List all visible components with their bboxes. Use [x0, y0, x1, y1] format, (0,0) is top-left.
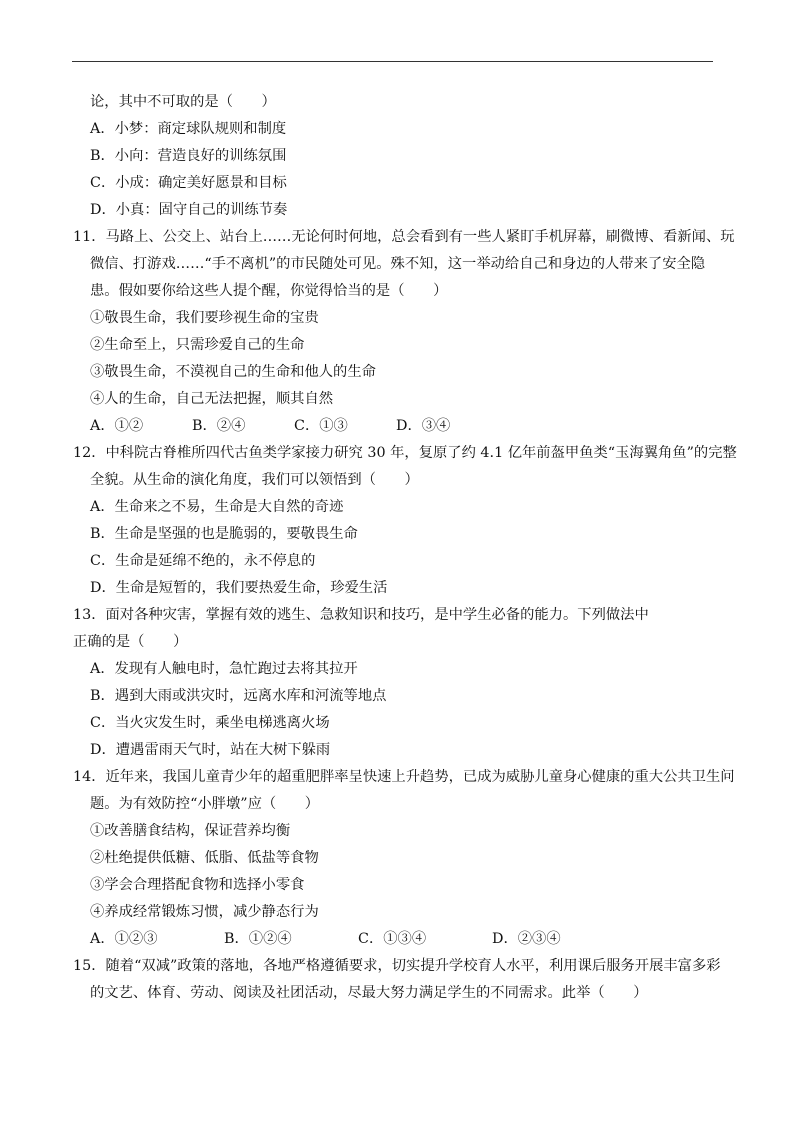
q15-stem-line-1: 15．随着“双减”政策的落地，各地严格遵循要求，切实提升学校育人水平，利用课后服务开展丰富多彩	[73, 958, 721, 974]
q13-option-c: C．当火灾发生时，乘坐电梯逃离火场	[90, 715, 330, 731]
q11-stem-line-2: 微信、打游戏……“手不离机”的市民随处可见。殊不知，这一举动给自己和身边的人带来了安全隐	[90, 256, 706, 272]
q13-stem-line-1: 13．面对各种灾害，掌握有效的逃生、急救知识和技巧，是中学生必备的能力。下列做法中	[73, 607, 649, 623]
q12-option-d: D．生命是短暂的，我们要热爱生命，珍爱生活	[90, 580, 388, 596]
q14-stem-line-2: 题。为有效防控“小胖墩”应（ ）	[90, 796, 320, 812]
q10-option-d: D．小真：固守自己的训练节奏	[90, 202, 288, 218]
q11-item-3: ③敬畏生命，不漠视自己的生命和他人的生命	[90, 364, 376, 380]
q10-option-b: B．小向：营造良好的训练氛围	[90, 148, 287, 164]
q14-item-4: ④养成经常锻炼习惯，减少静态行为	[90, 904, 319, 920]
q12-option-b: B．生命是坚强的也是脆弱的，要敬畏生命	[90, 526, 358, 542]
q15-stem-line-2: 的文艺、体育、劳动、阅读及社团活动，尽最大努力满足学生的不同需求。此举（ ）	[90, 985, 648, 1001]
q13-stem-line-2: 正确的是（ ）	[73, 634, 188, 650]
q13-option-b: B．遇到大雨或洪灾时，远离水库和河流等地点	[90, 688, 387, 704]
q14-option-d: D．②③④	[492, 931, 561, 947]
q11-option-a: A．①②	[90, 418, 144, 434]
header-rule	[72, 61, 713, 62]
q12-stem-line-2: 全貌。从生命的演化角度，我们可以领悟到（ ）	[90, 472, 419, 488]
q11-item-1: ①敬畏生命，我们要珍视生命的宝贵	[90, 310, 319, 326]
q12-option-c: C．生命是延绵不绝的，永不停息的	[90, 553, 316, 569]
q14-item-3: ③学会合理搭配食物和选择小零食	[90, 877, 305, 893]
q14-stem-line-1: 14．近年来，我国儿童青少年的超重肥胖率呈快速上升趋势，已成为威胁儿童身心健康的重大公共卫生问	[73, 769, 735, 785]
q14-option-b: B．①②④	[224, 931, 292, 947]
q14-option-a: A．①②③	[90, 931, 158, 947]
q11-item-2: ②生命至上，只需珍爱自己的生命	[90, 337, 305, 353]
q14-item-2: ②杜绝提供低糖、低脂、低盐等食物	[90, 850, 319, 866]
q12-stem-line-1: 12．中科院古脊椎所四代古鱼类学家接力研究 30 年，复原了约 4.1 亿年前盔甲鱼类“玉海翼角鱼”的完整	[73, 445, 737, 461]
q10-option-a: A．小梦：商定球队规则和制度	[90, 121, 287, 137]
q10-option-c: C．小成：确定美好愿景和目标	[90, 175, 287, 191]
q14-option-c: C．①③④	[358, 931, 427, 947]
q14-item-1: ①改善膳食结构，保证营养均衡	[90, 823, 291, 839]
q11-option-b: B．②④	[192, 418, 246, 434]
q11-option-d: D．③④	[396, 418, 451, 434]
q12-option-a: A．生命来之不易，生命是大自然的奇迹	[90, 499, 344, 515]
q10-stem-tail: 论，其中不可取的是（ ）	[90, 94, 276, 110]
q13-option-d: D．遭遇雷雨天气时，站在大树下躲雨	[90, 742, 331, 758]
q11-option-c: C．①③	[294, 418, 348, 434]
q11-item-4: ④人的生命，自己无法把握，顺其自然	[90, 391, 334, 407]
q13-option-a: A．发现有人触电时，急忙跑过去将其拉开	[90, 661, 358, 677]
q11-stem-line-3: 患。假如要你给这些人提个醒，你觉得恰当的是（ ）	[90, 283, 448, 299]
q11-stem-line-1: 11．马路上、公交上、站台上……无论何时何地，总会看到有一些人紧盯手机屏幕，刷微博、看新闻、玩	[73, 229, 735, 245]
